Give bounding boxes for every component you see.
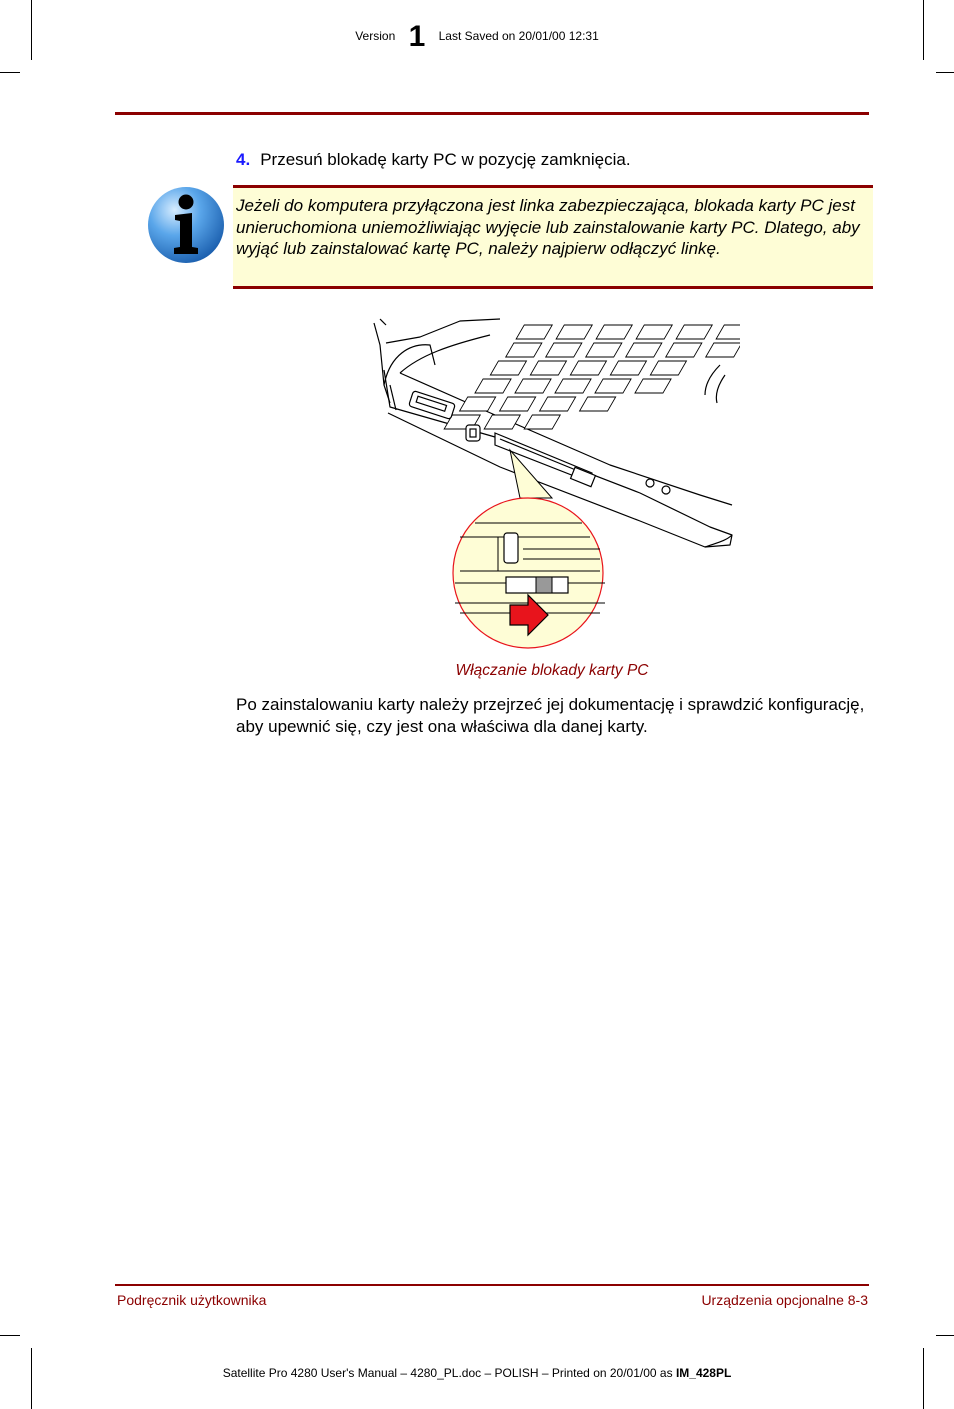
header-rule bbox=[115, 112, 869, 115]
print-info-text: Satellite Pro 4280 User's Manual – 4280_PL.doc – POLISH – Printed on 20/01/00 as bbox=[222, 1366, 676, 1380]
crop-mark bbox=[936, 72, 954, 73]
footer-rule bbox=[115, 1284, 869, 1286]
body-paragraph: Po zainstalowaniu karty należy przejrzeć jej dokumentację i sprawdzić konfigurację, aby upewnić się, czy jest ona właściwa dla danej karty. bbox=[236, 695, 865, 736]
version-label: Version bbox=[355, 29, 396, 43]
last-saved: Last Saved on 20/01/00 12:31 bbox=[438, 29, 599, 43]
pc-card-lock-illustration bbox=[360, 315, 740, 650]
crop-mark bbox=[0, 1335, 20, 1336]
step-item bbox=[236, 150, 631, 170]
crop-mark bbox=[936, 1335, 954, 1336]
crop-mark bbox=[0, 72, 20, 73]
print-info-code: IM_428PL bbox=[675, 1366, 732, 1380]
version-number: 1 bbox=[408, 20, 426, 53]
print-info bbox=[0, 1366, 954, 1380]
note-box bbox=[233, 185, 873, 289]
figure-caption: Włączanie blokady karty PC bbox=[455, 662, 649, 679]
footer-chapter-page: Urządzenia opcjonalne 8-3 bbox=[701, 1292, 868, 1308]
step-text: Przesuń blokadę karty PC w pozycję zamknięcia. bbox=[260, 150, 631, 169]
info-icon bbox=[146, 185, 226, 265]
step-number: 4. bbox=[236, 150, 251, 169]
version-header bbox=[0, 20, 954, 54]
note-text: Jeżeli do komputera przyłączona jest linka zabezpieczająca, blokada karty PC jest unieruchomiona uniemożliwiając wyjęcie lub zainstalowanie karty PC. Dlatego, aby wyjąć lub zainstalować kartę PC, należy najpierw odłączyć linkę. bbox=[236, 196, 860, 258]
footer-manual-title: Podręcznik użytkownika bbox=[117, 1292, 267, 1308]
